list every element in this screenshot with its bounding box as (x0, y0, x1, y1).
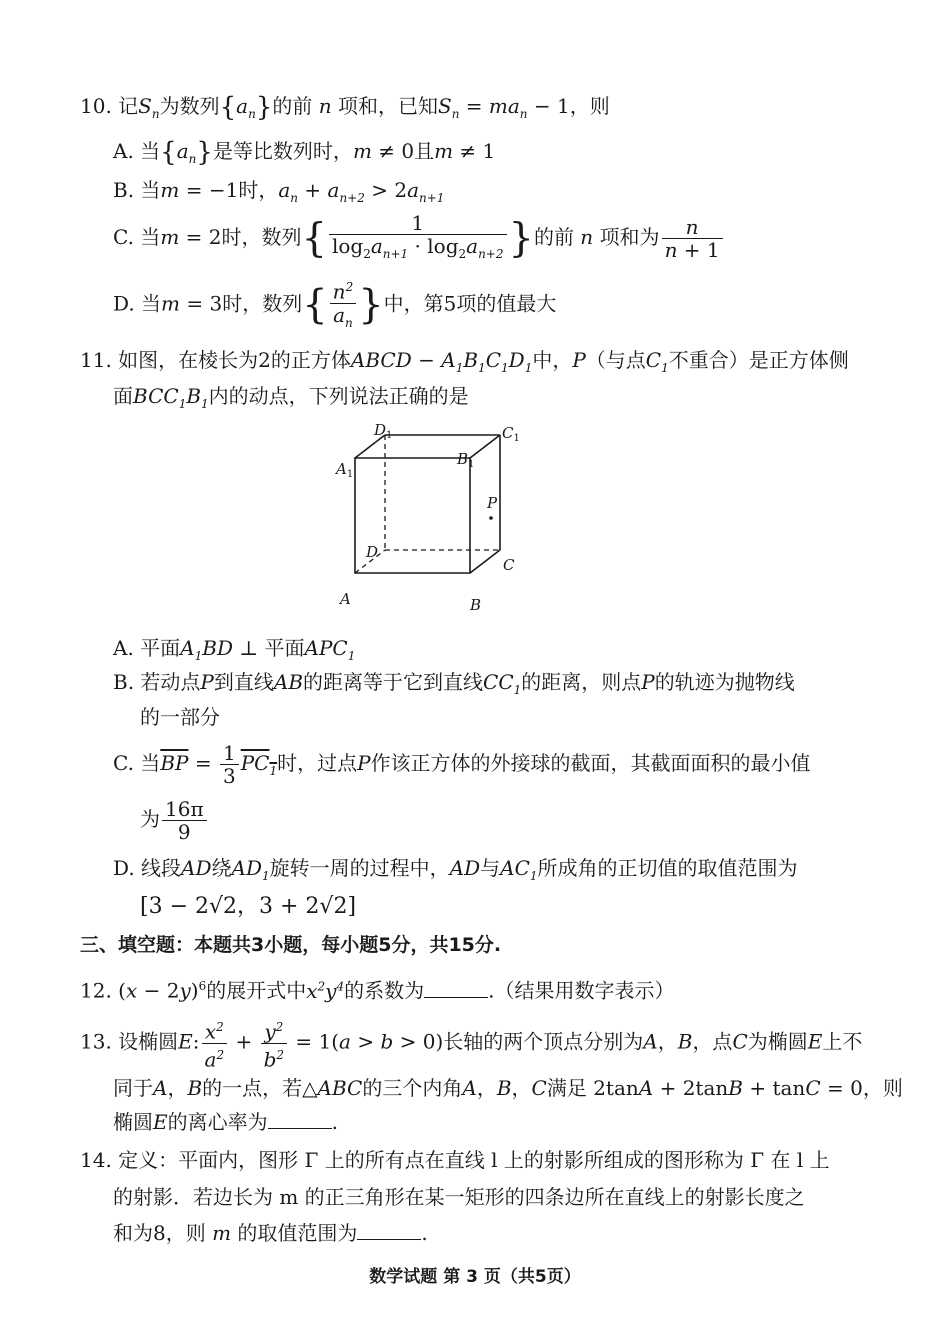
q10-option-d: D. 当m = 3时，数列{ $\frac{n^2}{a_n}$ }中，第5项的值最大 (113, 276, 556, 334)
page-footer: 数学试题 第 3 页（共5页） (369, 1267, 581, 1287)
section-3-heading: 三、填空题：本题共3小题，每小题5分，共15分. (80, 934, 502, 956)
label-b1: $B_1$ (457, 450, 475, 470)
label-a1: $A_1$ (336, 460, 354, 480)
cube-figure (320, 418, 530, 618)
label-c: C (503, 556, 515, 574)
label-d1: $D_1$ (374, 421, 393, 441)
q11-option-d-range: [3 − 2√2，3 + 2√2] (140, 894, 357, 919)
label-c1: $C_1$ (502, 424, 520, 444)
label-b: B (470, 596, 482, 614)
q11-option-d-line1: D. 线段AD绕$AD_1$旋转一周的过程中，AD与$AC_1$所成角的正切值的取值范围为 (113, 856, 798, 883)
q13-answer-blank[interactable] (268, 1110, 332, 1129)
label-d: D (366, 543, 379, 561)
q11-stem-line1: 11. 如图，在棱长为2的正方体ABCD − $A_1B_1C_1D_1$中，P（与点$C_1$不重合）是正方体侧 (80, 348, 849, 375)
q10-option-b: B. 当m = −1时，$a_n + a_{n+2} > 2a_{n+1}$ (113, 178, 445, 205)
q12-answer-blank[interactable] (424, 979, 488, 998)
q12: 12. $(x - 2y)^6$的展开式中$x^2y^4$的系数为 .（结果用数字表示） (80, 978, 675, 1003)
q11-stem-line2: 面$BCC_1B_1$内的动点，下列说法正确的是 (113, 384, 469, 411)
q11-option-c-line2: 为 $\frac{16\pi}{9}$ (140, 798, 209, 843)
q14-line3: 和为8，则 m 的取值范围为 . (113, 1221, 428, 1245)
edge-b1-c1 (470, 435, 500, 458)
q14-line2: 的射影．若边长为 m 的正三角形在某一矩形的四条边所在直线上的射影长度之 (113, 1185, 805, 1209)
q10-stem: 10. 记$S_n$为数列$\{a_n\}$的前 n 项和，已知$S_n = ma_n - 1$，则 (80, 92, 610, 123)
label-p: P (487, 494, 498, 512)
q14-line1: 14. 定义：平面内，图形 Γ 上的所有点在直线 l 上的射影所组成的图形称为 Γ 在 l 上 (80, 1148, 830, 1172)
q14-answer-blank[interactable] (357, 1221, 421, 1240)
edge-b-c (470, 550, 500, 573)
q11-option-c-line1: C. 当$\overline{BP}$ = $\frac{1}{3}$ $PC_1$时，过点P作该正方体的外接球的截面，其截面面积的最小值 (113, 741, 811, 788)
q13-line1: 13. 设椭圆E: $\frac{x^2}{a^2}$ + $\frac{y^2}{b^2}$ = 1(a > b > 0)长轴的两个顶点分别为A，B，点C为椭圆E上不 (80, 1016, 862, 1070)
label-a: A (340, 590, 351, 608)
point-p (489, 516, 493, 520)
q11-option-b-line2: 的一部分 (140, 705, 220, 729)
q13-line3: 椭圆E的离心率为 . (113, 1110, 338, 1134)
q10-option-c: C. 当m = 2时，数列{ $\frac{1}{\log_2a_{n+1} \cdot \log_2a_{n+2}}$ }的前 n 项和为 $\frac{n}{n + 1}$ (113, 212, 725, 265)
q11-option-a: A. 平面$A_1BD$ ⊥ 平面$APC_1$ (113, 636, 356, 663)
q13-line2: 同于A，B的一点，若△ABC的三个内角A，B，C满足 2tanA + 2tanB + tanC = 0，则 (113, 1076, 903, 1100)
q10-option-a: A. 当$\{a_n\}$是等比数列时，m ≠ 0且m ≠ 1 (113, 137, 496, 168)
q11-option-b-line1: B. 若动点P到直线AB的距离等于它到直线$CC_1$的距离，则点P的轨迹为抛物线 (113, 670, 795, 697)
